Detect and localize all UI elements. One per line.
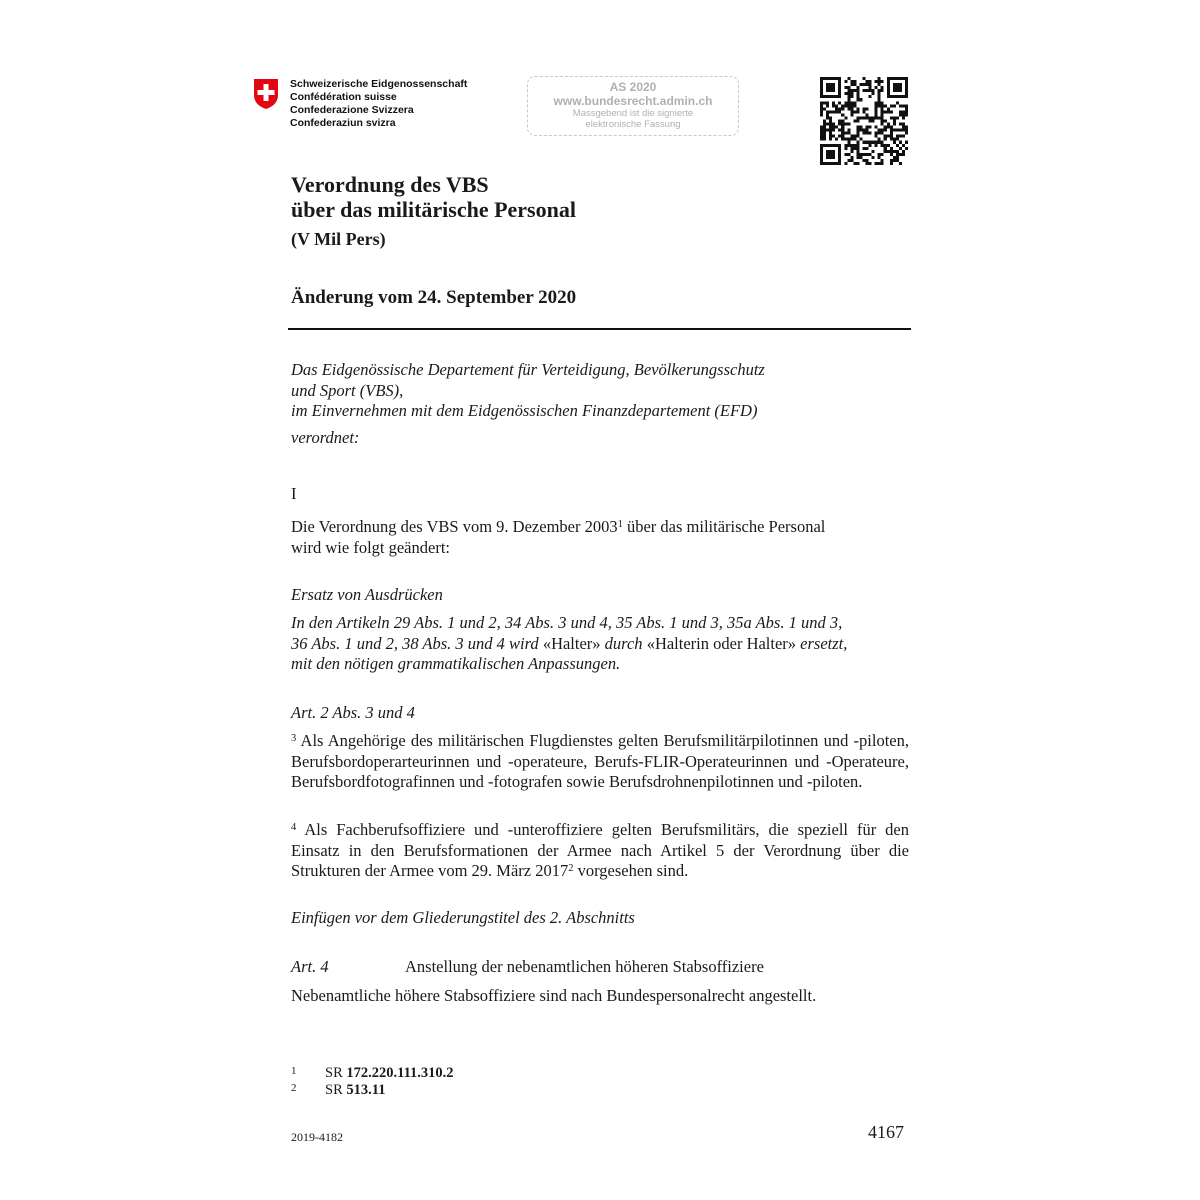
stamp-note-2: elektronische Fassung [585,119,681,130]
preamble-line-2: und Sport (VBS), [291,380,404,400]
confederation-name-rm: Confederaziun svizra [290,117,396,129]
stamp-collection: AS 2020 [609,80,657,94]
paragraph-number-4: 4 [291,822,297,833]
title-line-2: über das militärische Personal [291,197,576,222]
ersatz-text-a: 36 Abs. 1 und 2, 38 Abs. 3 und 4 wird [291,633,543,653]
paragraph-number-3: 3 [291,733,297,744]
title-abbreviation: (V Mil Pers) [291,229,386,249]
intro-text-b: über das militärische Personal [622,517,826,536]
footnote-2 [291,1080,385,1099]
heading-insert-art-4: Einfügen vor dem Gliederungstitel des 2. Abschnitts [291,908,635,927]
preamble-line-1: Das Eidgenössische Departement für Verteidigung, Bevölkerungsschutz [291,360,765,379]
art-4-body: Nebenamtliche höhere Stabsoffiziere sind nach Bundespersonalrecht angestellt. [291,986,817,1005]
art-2-paragraph-4 [291,820,909,882]
art-2-paragraph-3 [291,731,909,793]
footnote-prefix: SR [325,1082,347,1098]
preamble [291,360,911,422]
intro-paragraph [291,517,909,558]
qr-code-icon [820,77,908,165]
art-2-paragraph-3-text: Als Angehörige des militärischen Flugdienstes gelten Berufsmilitärpilotinnen und -piloten, Berufsbordoperarteurinnen und -operateure, Berufs-FLIR-Operateurinnen und -Operateure, Berufsbordfotografinnen und -fotografen sowie Berufsdrohnenpilotinnen und -piloten. [291,731,910,791]
footnote-reference[interactable]: 172.220.111.310.2 [346,1065,454,1081]
ersatz-text-c: durch [600,633,647,653]
document-reference: 2019-4182 [291,1130,343,1144]
amendment-date: Änderung vom 24. September 2020 [291,287,577,308]
stamp-url: www.bundesrecht.admin.ch [553,94,713,108]
ersatz-line-2 [291,634,909,655]
confederation-name-fr: Confédération suisse [290,91,397,103]
page-number: 4167 [868,1122,904,1142]
confederation-name-it: Confederazione Svizzera [290,104,414,116]
art-2-paragraph-4-text: Als Fachberufsoffiziere und -unteroffiziere gelten Berufsmilitärs, die speziell für den Einsatz in den Berufsformationen der Armee nach Artikel 5 der Verordnung über die Strukturen der Armee vom 29. März 2017 [291,820,909,880]
footnote-prefix: SR [325,1065,347,1081]
heading-art-2: Art. 2 Abs. 3 und 4 [291,703,415,722]
confederation-name [290,78,467,130]
intro-text-a: Die Verordnung des VBS vom 9. Dezember 2003 [291,517,618,536]
title-divider [288,328,911,330]
ersatz-line-1: In den Artikeln 29 Abs. 1 und 2, 34 Abs. 3 und 4, 35 Abs. 1 und 3, 35a Abs. 1 und 3, [291,613,843,632]
footnote-number: 2 [291,1082,297,1094]
enacting-clause: verordnet: [291,428,360,447]
intro-line-1 [291,517,909,538]
ersatz-line-3: mit den nötigen grammatikalischen Anpassungen. [291,654,621,673]
art-4-label: Art. 4 [291,957,329,976]
ersatz-old-term: «Halter» [542,633,601,653]
document-title [291,172,576,222]
stamp-note-1: Massgebend ist die signierte [572,108,694,119]
ersatz-paragraph [291,613,909,675]
preamble-line-3: im Einvernehmen mit dem Eidgenössischen Finanzdepartement (EFD) [291,401,758,420]
section-number: I [291,484,297,503]
confederation-name-de: Schweizerische Eidgenossenschaft [290,78,468,90]
ersatz-new-term: «Halterin oder Halter» [646,633,797,653]
art-4-heading [291,957,764,978]
footnote-ref-2[interactable]: 2 [568,863,574,874]
intro-line-2: wird wie folgt geändert: [291,537,450,557]
publication-stamp [527,76,739,136]
footnote-reference[interactable]: 513.11 [346,1082,386,1098]
footnote-number: 1 [291,1065,297,1077]
art-4-title: Anstellung der nebenamtlichen höheren Stabsoffiziere [405,957,764,976]
title-line-1: Verordnung des VBS [291,172,489,197]
ersatz-text-e: ersetzt, [796,633,848,653]
footnote-ref-1[interactable]: 1 [617,519,623,530]
swiss-cross-icon [253,78,279,110]
heading-ersatz: Ersatz von Ausdrücken [291,585,443,604]
art-2-paragraph-4-tail: vorgesehen sind. [573,861,689,880]
